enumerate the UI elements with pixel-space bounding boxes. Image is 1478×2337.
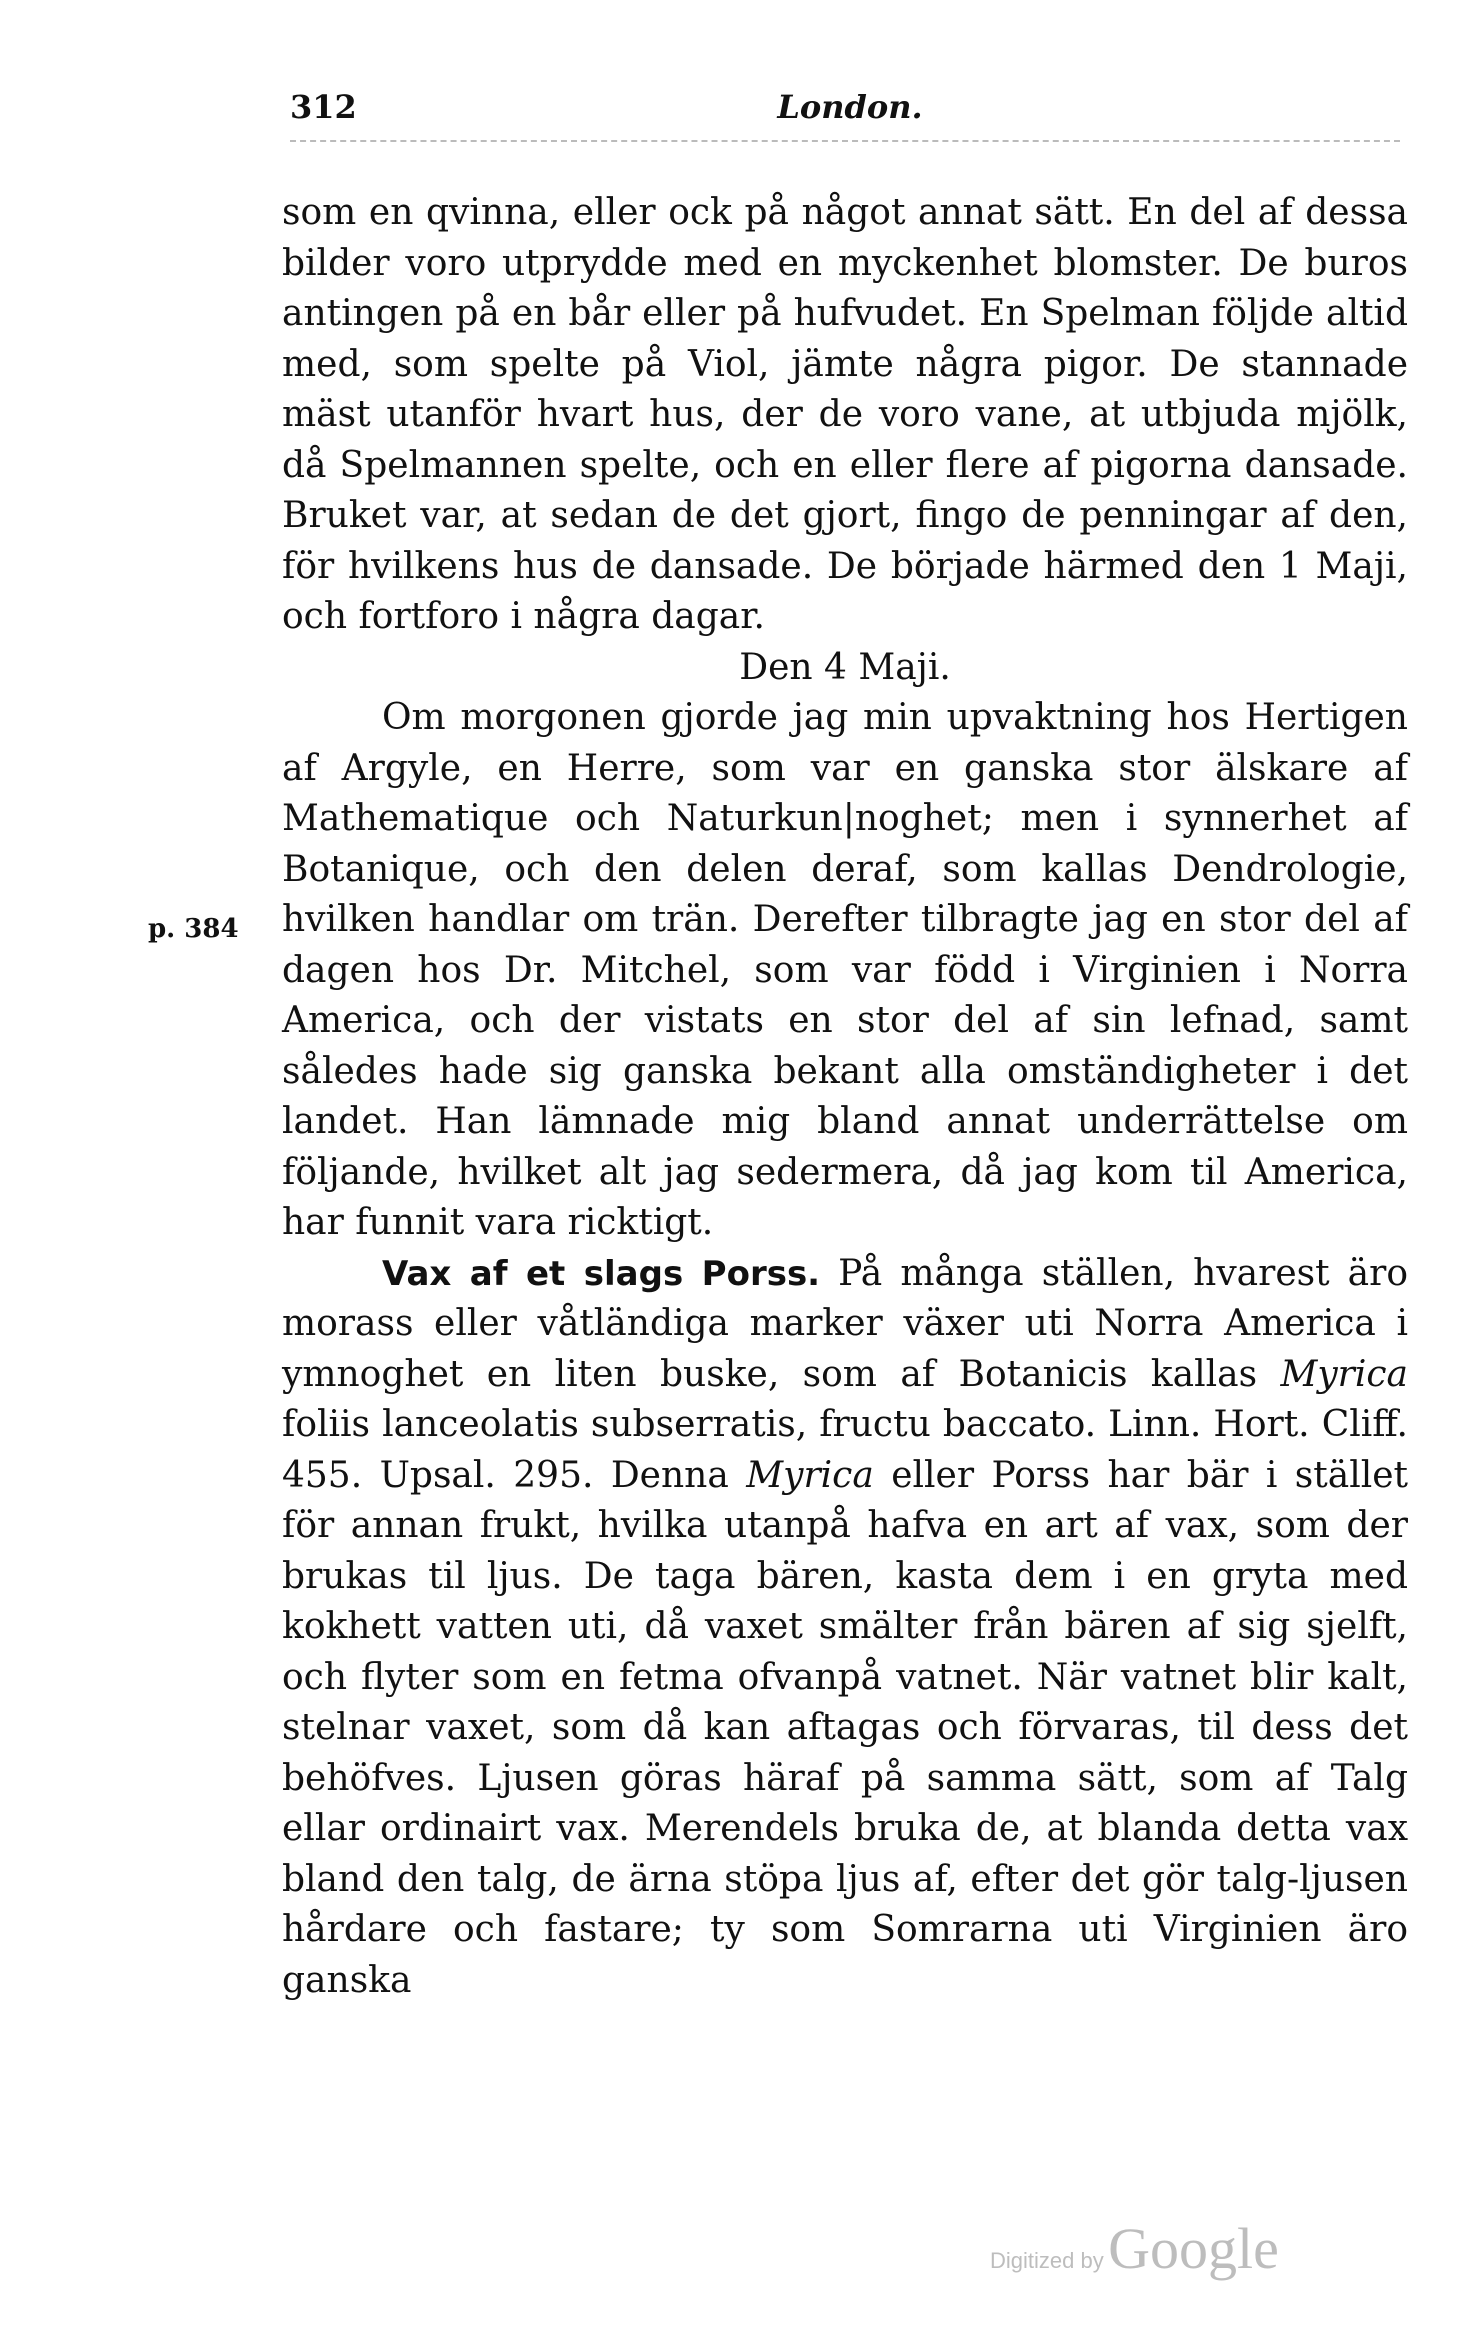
species-name: Myrica	[746, 1454, 874, 1496]
paragraph-continuation: som en qvinna, eller ock på något annat sätt. En del af dessa bilder voro utprydde med en myckenhet blomster. De buros antingen på en bår eller på hufvudet. En Spelman följde altid med, som spelte på Viol, jämte några pigor. De stannade mäst utanför hvart hus, der de voro vane, at utbjuda mjölk, då Spelmannen spelte, och en eller flere af pigorna dansade. Bruket var, at sedan de det gjort, fingo de penningar af den, för hvilkens hus de dansade. De började härmed den 1 Maji, och fortforo i några dagar.	[282, 192, 1408, 637]
paragraph-morning-visit: Om morgonen gjorde jag min upvaktning hos Hertigen af Argyle, en Herre, som var en ganska stor älskare af Mathematique och Naturkun|noghet; men i synnerhet af Botanique, och den delen deraf, som kallas Dendrologie, hvilken handlar om trän. Derefter tilbragte jag en stor del af dagen hos Dr. Mitchel, som var född i Virginien i Norra America, och der vistats en stor del af sin lefnad, samt således hade sig ganska bekant alla omständigheter i det landet. Han lämnade mig bland annat underrättelse om följande, hvilket alt jag sedermera, då jag kom til America, har funnit vara ricktigt.	[282, 697, 1408, 1243]
section-heading: Vax af et slags Porss.	[382, 1253, 821, 1294]
paragraph-text-part: På många ställen, hvarest äro morass eller våtländiga marker växer uti Norra America i ymnoghet en liten buske, som af Botanicis kallas	[282, 1252, 1408, 1395]
watermark-prefix: Digitized by	[990, 2248, 1104, 2273]
header-rule	[290, 140, 1400, 142]
page-number: 312	[290, 88, 357, 126]
running-title: London.	[777, 88, 923, 126]
paragraph-wax-myrtle	[282, 1249, 1408, 2007]
google-logo: Google	[1108, 2216, 1279, 2281]
paragraph-text-part: eller Porss har bär i stället för annan frukt, hvilka utanpå hafva en art af vax, som der brukas til ljus. De taga bären, kasta dem i en gryta med kokhett vatten uti, då vaxet smälter från bären af sig sjelft, och flyter som en fetma ofvanpå vatnet. När vatnet blir kalt, stelnar vaxet, som då kan aftagas och förvaras, til dess det behöfves. Ljusen göras häraf på samma sätt, som af Talg ellar ordinairt vax. Merendels bruka de, at blanda detta vax bland den talg, de ärna stöpa ljus af, efter det gör talg-ljusen hårdare och fastare; ty som Somrarna uti Virginien äro ganska	[282, 1454, 1408, 2001]
margin-page-reference: p. 384	[148, 914, 239, 944]
running-head	[290, 88, 1410, 128]
date-heading: Den 4 Maji.	[739, 646, 951, 688]
paragraph-text-part: foliis lanceolatis subserratis, fructu baccato. Linn. Hort. Cliff. 455. Upsal. 295. Denna	[282, 1404, 1408, 1496]
species-name: Myrica	[1280, 1353, 1408, 1395]
body-text	[282, 188, 1408, 2006]
digitized-watermark	[990, 2215, 1279, 2282]
